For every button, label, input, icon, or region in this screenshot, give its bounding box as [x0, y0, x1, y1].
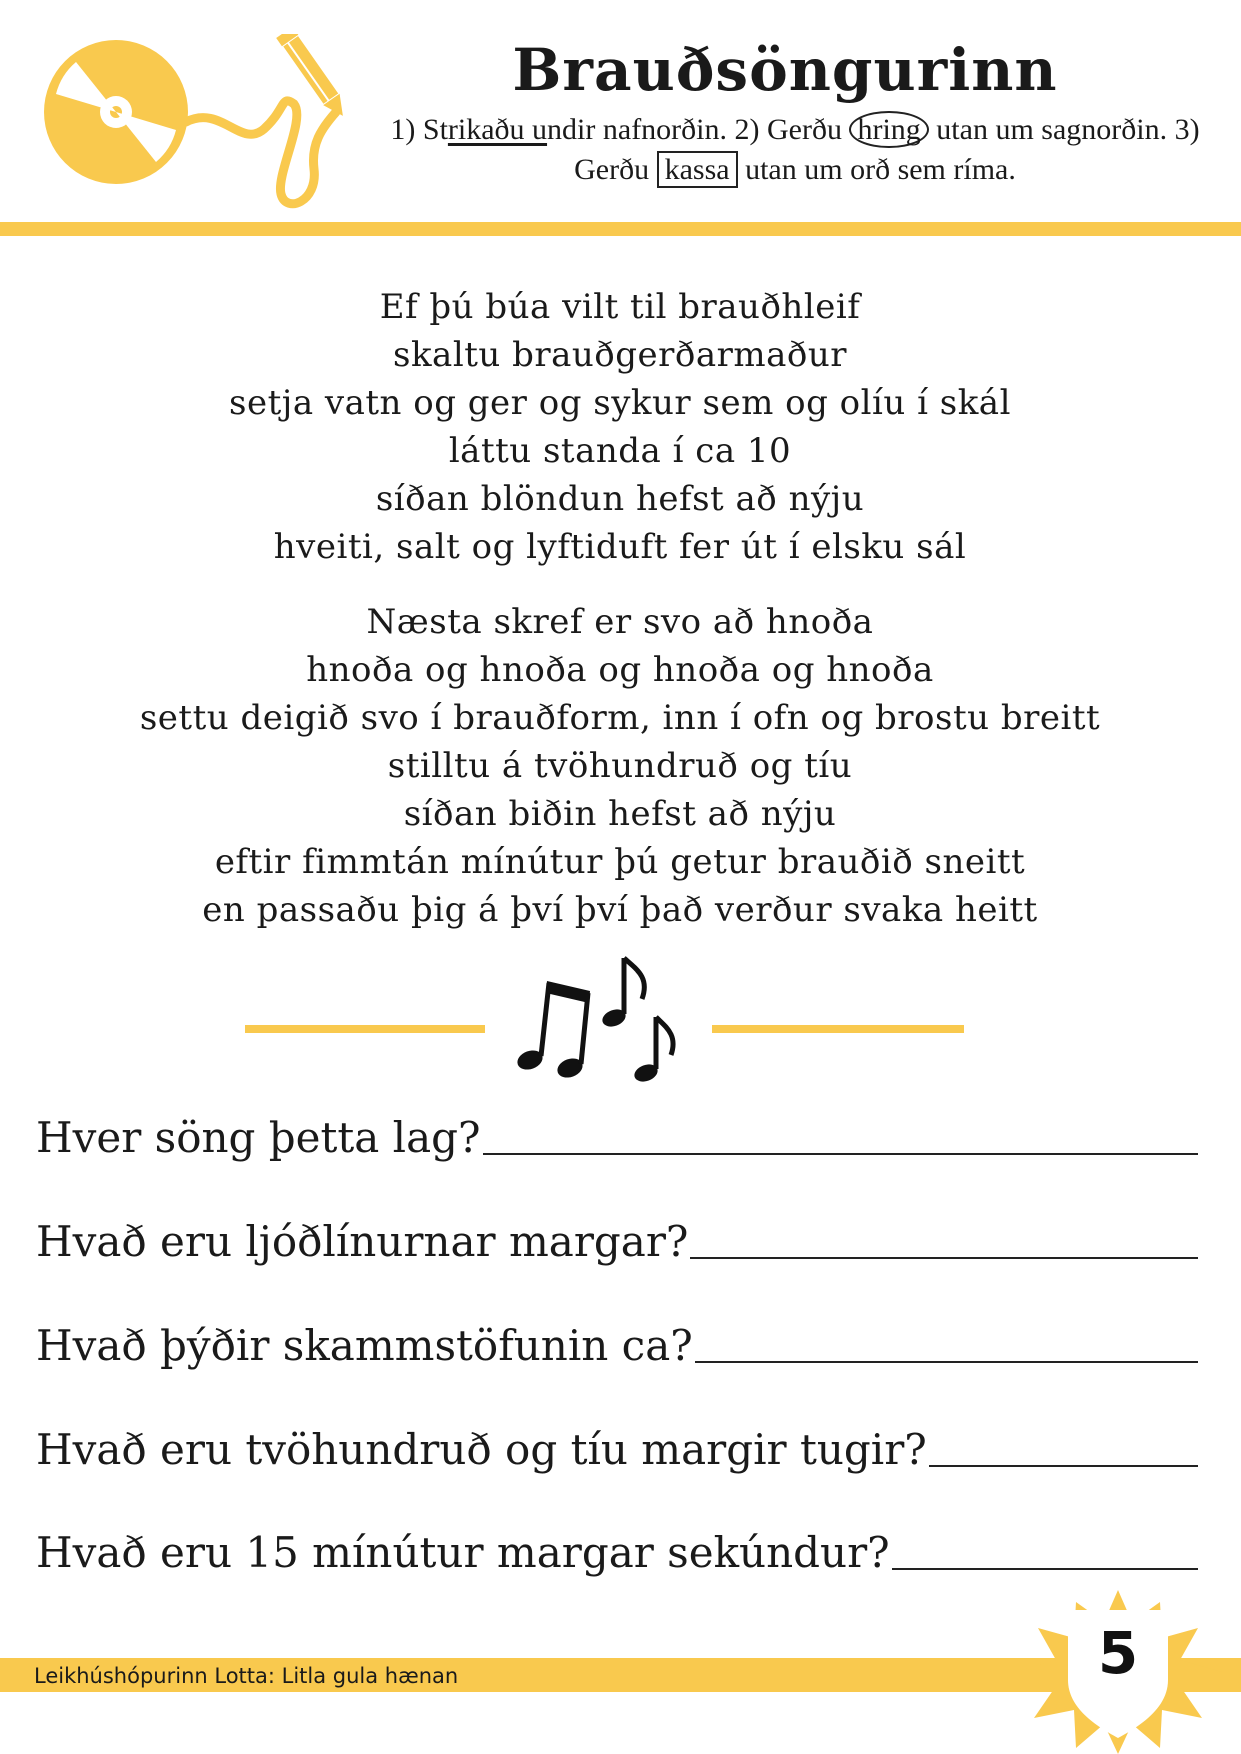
lyric-line: síðan blöndun hefst að nýju [375, 479, 865, 519]
lyrics-stanza-1 [40, 283, 1200, 571]
lyric-line: skaltu brauðgerðarmaður [393, 335, 847, 375]
instructions: 1) Strikaðu undir nafnorðin. 2) Gerðu hring utan um sagnorðin. 3) Gerðu kassa utan um orð sem ríma. [390, 113, 1200, 186]
answer-line[interactable] [929, 1465, 1198, 1467]
header-divider [0, 222, 1241, 236]
question-row [36, 1112, 1198, 1164]
question-row [36, 1424, 1198, 1476]
page-title: Brauðsöngurinn [512, 36, 1058, 104]
answer-line[interactable] [690, 1257, 1198, 1259]
question-row [36, 1216, 1198, 1268]
answer-line[interactable] [483, 1153, 1198, 1155]
page-number: 5 [1097, 1619, 1139, 1687]
question-row [36, 1527, 1198, 1579]
question-row [36, 1320, 1198, 1372]
lyric-line: settu deigið svo í brauðform, inn í ofn og brostu breitt [139, 698, 1101, 738]
answer-line[interactable] [892, 1568, 1198, 1570]
cd-disc-pencil-icon [36, 34, 396, 224]
answer-line[interactable] [695, 1361, 1198, 1363]
question-text: Hvað eru 15 mínútur margar sekúndur? [36, 1528, 890, 1577]
lyric-line: setja vatn og ger og sykur sem og olíu í skál [229, 383, 1011, 423]
lyrics-stanza-2 [40, 598, 1200, 934]
lyric-line: en passaðu þig á því því það verður svaka heitt [202, 890, 1038, 930]
underline-example: rikaðu u [447, 113, 548, 146]
lyric-line: hnoða og hnoða og hnoða og hnoða [306, 650, 934, 690]
question-text: Hvað eru tvöhundruð og tíu margir tugir? [36, 1425, 927, 1474]
music-notes-icon [508, 955, 688, 1085]
decorative-line-left [245, 1025, 485, 1033]
footer-credit: Leikhúshópurinn Lotta: Litla gula hænan [34, 1664, 459, 1688]
circle-example: hring [849, 111, 928, 148]
lyric-line: hveiti, salt og lyftiduft fer út í elsku sál [273, 527, 967, 567]
lyric-line: láttu standa í ca 10 [448, 431, 792, 471]
question-text: Hvað þýðir skammstöfunin ca? [36, 1321, 693, 1370]
lyric-line: stilltu á tvöhundruð og tíu [387, 746, 853, 786]
decorative-line-right [712, 1025, 964, 1033]
question-text: Hver söng þetta lag? [36, 1113, 481, 1162]
question-text: Hvað eru ljóðlínurnar margar? [36, 1217, 689, 1266]
lyric-line: Ef þú búa vilt til brauðhleif [379, 287, 861, 327]
box-example: kassa [657, 151, 738, 188]
lyric-line: eftir fimmtán mínútur þú getur brauðið sneitt [214, 842, 1026, 882]
lyric-line: Næsta skref er svo að hnoða [366, 602, 874, 642]
lyric-line: síðan biðin hefst að nýju [403, 794, 837, 834]
